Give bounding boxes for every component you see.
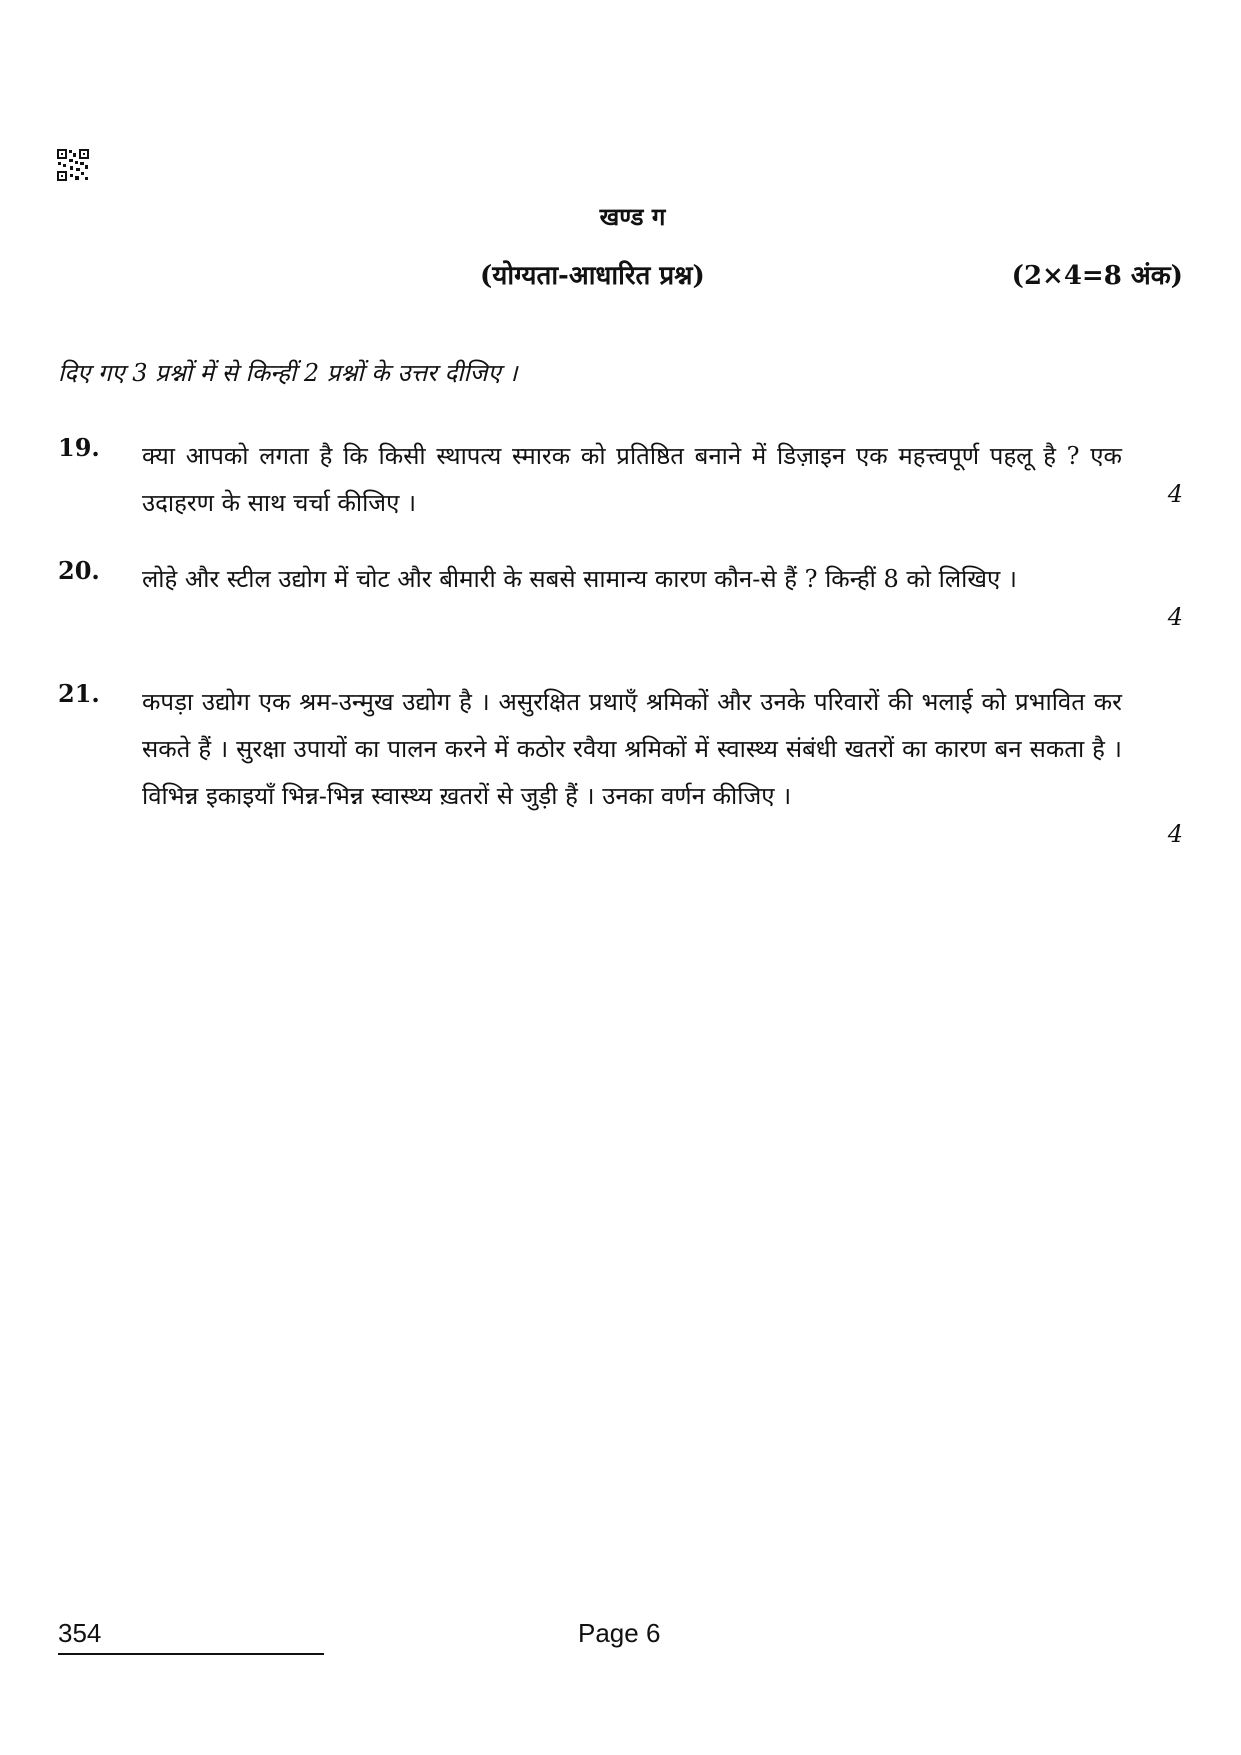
question-text: लोहे और स्टील उद्योग में चोट और बीमारी के सबसे सामान्य कारण कौन-से हैं ? किन्हीं 8 को लिखिए । <box>142 565 1017 593</box>
section-subtitle: (योग्यता-आधारित प्रश्न) <box>480 261 705 291</box>
question-number: 21. <box>58 679 100 708</box>
paper-code: 354 <box>58 1618 102 1648</box>
qr-code-icon <box>56 148 90 182</box>
question-marks: 4 <box>1167 603 1183 631</box>
instruction-text: दिए गए 3 प्रश्नों में से किन्हीं 2 प्रश्नों के उत्तर दीजिए । <box>58 359 518 387</box>
question-number: 20. <box>58 556 100 585</box>
section-marks: (2×4=8 अंक) <box>1011 261 1183 291</box>
question-text: कपड़ा उद्योग एक श्रम-उन्मुख उद्योग है । असुरक्षित प्रथाएँ श्रमिकों और उनके परिवारों की भलाई को प्रभावित कर सकते हैं । सुरक्षा उपायों का पालन करने में कठोर रवैया श्रमिकों में स्वास्थ्य संबंधी खतरों का कारण बन सकता है । विभिन्न इकाइयाँ भिन्न-भिन्न स्वास्थ्य ख़तरों से जुड़ी हैं । उनका वर्णन कीजिए । <box>142 688 1122 810</box>
question-marks: 4 <box>1167 480 1183 508</box>
page-number: Page 6 <box>578 1618 661 1648</box>
question-marks: 4 <box>1167 820 1183 848</box>
question-text: क्या आपको लगता है कि किसी स्थापत्य स्मारक को प्रतिष्ठित बनाने में डिज़ाइन एक महत्त्वपूर्ण पहलू है ? एक उदाहरण के साथ चर्चा कीजिए । <box>142 442 1122 517</box>
footer-divider <box>58 1653 324 1655</box>
question-number: 19. <box>58 433 100 462</box>
section-title: खण्ड ग <box>599 202 666 231</box>
